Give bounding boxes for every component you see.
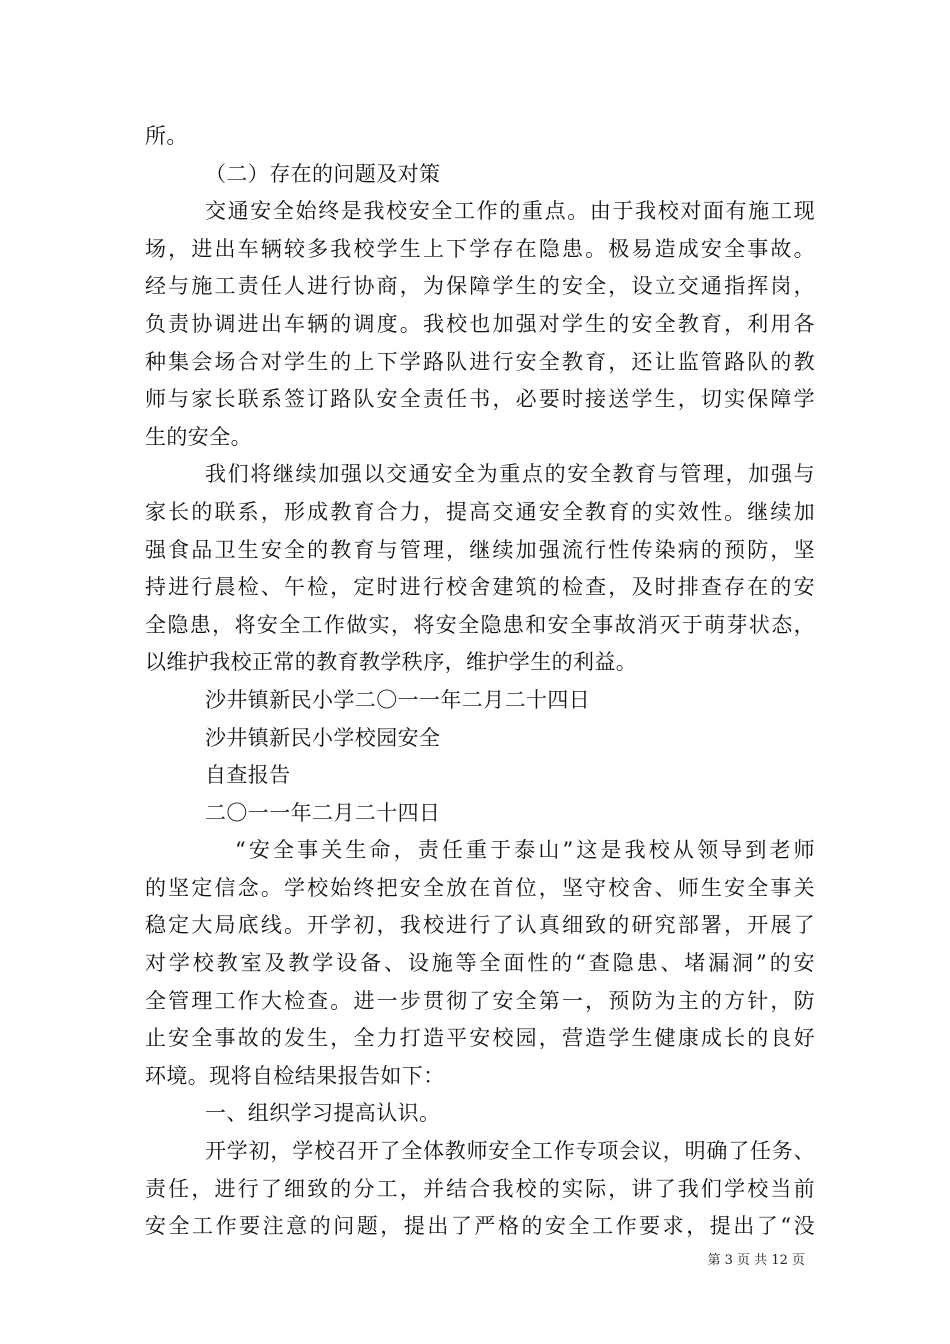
text-line: 全隐患，将安全工作做实，将安全隐患和安全事故消灭于萌芽状态， — [145, 612, 815, 637]
text-line: 对学校教室及教学设备、设施等全面性的“查隐患、堵漏洞”的安 — [145, 951, 815, 976]
text-line: 家长的联系，形成教育合力，提高交通安全教育的实效性。继续加 — [145, 499, 815, 524]
text-line: 生的安全。 — [145, 424, 252, 449]
text-line: 负责协调进出车辆的调度。我校也加强对学生的安全教育，利用各 — [145, 311, 815, 336]
text-line: 场，进出车辆较多我校学生上下学存在隐患。极易造成安全事故。 — [145, 236, 815, 261]
text-line: 全管理工作大检查。进一步贯彻了安全第一，预防为主的方针，防 — [145, 988, 815, 1013]
report-title: 沙井镇新民小学校园安全 — [205, 725, 441, 750]
text-line: 经与施工责任人进行协商，为保障学生的安全，设立交通指挥岗， — [145, 274, 815, 299]
text-line: 的坚定信念。学校始终把安全放在首位，坚守校舍、师生安全事关 — [145, 875, 815, 900]
text-line: 持进行晨检、午检，定时进行校舍建筑的检查，及时排查存在的安 — [145, 575, 815, 600]
page-number: 第 3 页 共 12 页 — [707, 1253, 805, 1268]
text-line: 我们将继续加强以交通安全为重点的安全教育与管理，加强与 — [205, 462, 815, 487]
report-title: 自查报告 — [205, 763, 291, 788]
text-line: 所。 — [145, 124, 188, 148]
text-line: 交通安全始终是我校安全工作的重点。由于我校对面有施工现 — [205, 199, 815, 224]
text-line: 稳定大局底线。开学初，我校进行了认真细致的研究部署，开展了 — [145, 913, 815, 938]
text-line: “安全事关生命，责任重于泰山”这是我校从领导到老师 — [235, 838, 815, 863]
section-heading: （二）存在的问题及对策 — [205, 161, 441, 186]
text-line: 开学初，学校召开了全体教师安全工作专项会议，明确了任务、 — [205, 1139, 815, 1164]
text-line: 环境。现将自检结果报告如下： — [145, 1063, 445, 1088]
text-line: 师与家长联系签订路队安全责任书，必要时接送学生，切实保障学 — [145, 387, 815, 412]
text-line: 种集会场合对学生的上下学路队进行安全教育，还让监管路队的教 — [145, 349, 815, 374]
text-line: 以维护我校正常的教育教学秩序，维护学生的利益。 — [145, 650, 638, 675]
report-date: 二〇一一年二月二十四日 — [205, 800, 441, 825]
text-line: 止安全事故的发生，全力打造平安校园，营造学生健康成长的良好 — [145, 1026, 815, 1051]
text-line: 责任，进行了细致的分工，并结合我校的实际，讲了我们学校当前 — [145, 1176, 815, 1201]
document-body — [145, 118, 815, 1246]
section-heading: 一、组织学习提高认识。 — [205, 1101, 441, 1126]
text-line: 安全工作要注意的问题，提出了严格的安全工作要求，提出了“没 — [145, 1214, 815, 1239]
text-line: 强食品卫生安全的教育与管理，继续加强流行性传染病的预防，坚 — [145, 537, 815, 562]
signature-line: 沙井镇新民小学二〇一一年二月二十四日 — [205, 687, 591, 712]
